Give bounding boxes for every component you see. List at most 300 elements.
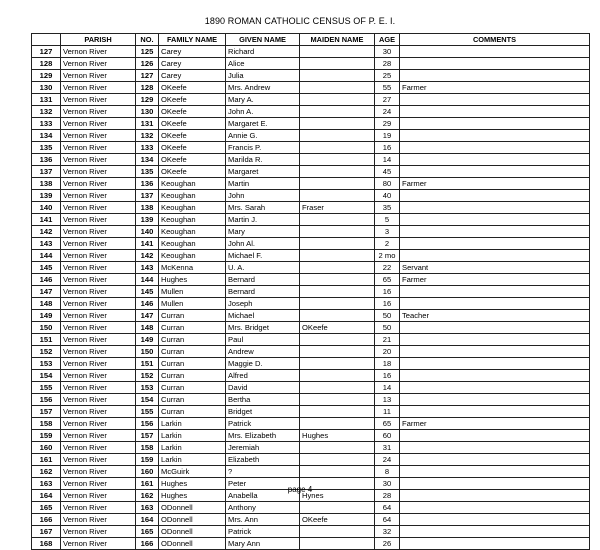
cell-row-number: 137	[32, 166, 61, 178]
cell-no: 142	[136, 250, 159, 262]
table-row	[32, 70, 590, 82]
table-row	[32, 394, 590, 406]
cell-age: 25	[375, 70, 400, 82]
cell-maiden-name	[300, 118, 375, 130]
cell-comments	[400, 250, 590, 262]
header-row	[32, 34, 590, 46]
cell-comments	[400, 142, 590, 154]
cell-given-name: Mary	[226, 226, 300, 238]
cell-parish: Vernon River	[61, 154, 136, 166]
cell-no: 163	[136, 502, 159, 514]
cell-parish: Vernon River	[61, 250, 136, 262]
cell-row-number: 147	[32, 286, 61, 298]
cell-family-name: Keoughan	[159, 226, 226, 238]
cell-given-name: Patrick	[226, 526, 300, 538]
cell-given-name: Mrs. Ann	[226, 514, 300, 526]
page-number: page 4	[287, 485, 313, 494]
table-row	[32, 262, 590, 274]
cell-given-name: Anabella	[226, 490, 300, 502]
cell-no: 132	[136, 130, 159, 142]
cell-parish: Vernon River	[61, 370, 136, 382]
cell-maiden-name	[300, 226, 375, 238]
cell-parish: Vernon River	[61, 214, 136, 226]
cell-maiden-name: OKeefe	[300, 322, 375, 334]
cell-family-name: OKeefe	[159, 94, 226, 106]
cell-given-name: Mrs. Sarah	[226, 202, 300, 214]
table-row	[32, 322, 590, 334]
cell-given-name: Annie G.	[226, 130, 300, 142]
table-row	[32, 58, 590, 70]
cell-family-name: Curran	[159, 310, 226, 322]
cell-family-name: Hughes	[159, 478, 226, 490]
table-row	[32, 118, 590, 130]
cell-row-number: 144	[32, 250, 61, 262]
cell-no: 160	[136, 466, 159, 478]
cell-maiden-name	[300, 406, 375, 418]
cell-family-name: Carey	[159, 46, 226, 58]
cell-family-name: OKeefe	[159, 106, 226, 118]
table-row	[32, 46, 590, 58]
cell-row-number: 153	[32, 358, 61, 370]
cell-parish: Vernon River	[61, 442, 136, 454]
cell-maiden-name	[300, 154, 375, 166]
cell-no: 127	[136, 70, 159, 82]
cell-row-number: 161	[32, 454, 61, 466]
cell-no: 144	[136, 274, 159, 286]
cell-row-number: 140	[32, 202, 61, 214]
cell-age: 13	[375, 394, 400, 406]
cell-no: 130	[136, 106, 159, 118]
cell-comments	[400, 238, 590, 250]
cell-age: 16	[375, 142, 400, 154]
cell-parish: Vernon River	[61, 526, 136, 538]
cell-comments	[400, 286, 590, 298]
cell-given-name: Bertha	[226, 394, 300, 406]
table-row	[32, 154, 590, 166]
cell-given-name: Mrs. Bridget	[226, 322, 300, 334]
cell-age: 60	[375, 430, 400, 442]
cell-family-name: Curran	[159, 382, 226, 394]
cell-no: 152	[136, 370, 159, 382]
table-row	[32, 334, 590, 346]
cell-no: 147	[136, 310, 159, 322]
cell-family-name: McKenna	[159, 262, 226, 274]
cell-given-name: Mary Ann	[226, 538, 300, 550]
cell-no: 148	[136, 322, 159, 334]
cell-family-name: Keoughan	[159, 250, 226, 262]
cell-row-number: 158	[32, 418, 61, 430]
cell-no: 166	[136, 538, 159, 550]
cell-parish: Vernon River	[61, 418, 136, 430]
cell-age: 28	[375, 490, 400, 502]
cell-maiden-name	[300, 214, 375, 226]
cell-family-name: Curran	[159, 358, 226, 370]
cell-row-number: 155	[32, 382, 61, 394]
cell-parish: Vernon River	[61, 118, 136, 130]
cell-given-name: Margaret E.	[226, 118, 300, 130]
cell-maiden-name: Hughes	[300, 430, 375, 442]
cell-given-name: Bernard	[226, 274, 300, 286]
cell-maiden-name	[300, 358, 375, 370]
cell-parish: Vernon River	[61, 178, 136, 190]
cell-age: 19	[375, 130, 400, 142]
cell-maiden-name	[300, 262, 375, 274]
cell-comments	[400, 514, 590, 526]
cell-no: 157	[136, 430, 159, 442]
cell-family-name: Larkin	[159, 442, 226, 454]
cell-age: 2 mo	[375, 250, 400, 262]
cell-given-name: Martin J.	[226, 214, 300, 226]
cell-parish: Vernon River	[61, 478, 136, 490]
cell-parish: Vernon River	[61, 70, 136, 82]
cell-age: 50	[375, 310, 400, 322]
cell-row-number: 151	[32, 334, 61, 346]
cell-age: 2	[375, 238, 400, 250]
table-row	[32, 142, 590, 154]
cell-given-name: Michael	[226, 310, 300, 322]
cell-family-name: Keoughan	[159, 190, 226, 202]
cell-maiden-name	[300, 454, 375, 466]
cell-maiden-name: OKeefe	[300, 514, 375, 526]
cell-parish: Vernon River	[61, 430, 136, 442]
cell-age: 14	[375, 382, 400, 394]
cell-age: 45	[375, 166, 400, 178]
page-title: 1890 ROMAN CATHOLIC CENSUS OF P. E. I.	[204, 16, 396, 26]
cell-given-name: Richard	[226, 46, 300, 58]
cell-family-name: Keoughan	[159, 214, 226, 226]
cell-maiden-name	[300, 502, 375, 514]
cell-parish: Vernon River	[61, 406, 136, 418]
cell-parish: Vernon River	[61, 382, 136, 394]
cell-maiden-name	[300, 238, 375, 250]
cell-family-name: Curran	[159, 346, 226, 358]
cell-no: 146	[136, 298, 159, 310]
cell-given-name: John	[226, 190, 300, 202]
cell-comments	[400, 46, 590, 58]
cell-age: 29	[375, 118, 400, 130]
cell-comments: Farmer	[400, 418, 590, 430]
cell-family-name: Curran	[159, 322, 226, 334]
table-row	[32, 538, 590, 550]
cell-row-number: 159	[32, 430, 61, 442]
cell-given-name: Mrs. Elizabeth	[226, 430, 300, 442]
cell-no: 165	[136, 526, 159, 538]
cell-family-name: Larkin	[159, 430, 226, 442]
cell-family-name: Hughes	[159, 490, 226, 502]
cell-no: 150	[136, 346, 159, 358]
cell-family-name: Keoughan	[159, 238, 226, 250]
cell-given-name: John Al.	[226, 238, 300, 250]
cell-family-name: Carey	[159, 58, 226, 70]
cell-no: 155	[136, 406, 159, 418]
cell-family-name: Curran	[159, 334, 226, 346]
cell-parish: Vernon River	[61, 46, 136, 58]
cell-age: 40	[375, 190, 400, 202]
table-row	[32, 238, 590, 250]
cell-parish: Vernon River	[61, 334, 136, 346]
cell-row-number: 145	[32, 262, 61, 274]
table-row	[32, 382, 590, 394]
cell-row-number: 149	[32, 310, 61, 322]
cell-given-name: Margaret	[226, 166, 300, 178]
cell-family-name: Carey	[159, 70, 226, 82]
cell-no: 129	[136, 94, 159, 106]
cell-no: 156	[136, 418, 159, 430]
cell-parish: Vernon River	[61, 490, 136, 502]
cell-no: 131	[136, 118, 159, 130]
cell-family-name: Keoughan	[159, 178, 226, 190]
cell-age: 80	[375, 178, 400, 190]
table-row	[32, 310, 590, 322]
census-body	[32, 46, 590, 550]
cell-no: 126	[136, 58, 159, 70]
cell-given-name: Mary A.	[226, 94, 300, 106]
cell-row-number: 164	[32, 490, 61, 502]
table-row	[32, 166, 590, 178]
cell-parish: Vernon River	[61, 538, 136, 550]
cell-age: 24	[375, 106, 400, 118]
cell-parish: Vernon River	[61, 166, 136, 178]
cell-row-number: 131	[32, 94, 61, 106]
cell-age: 30	[375, 478, 400, 490]
cell-age: 18	[375, 358, 400, 370]
table-row	[32, 250, 590, 262]
header-given-name: GIVEN NAME	[226, 34, 300, 46]
cell-family-name: OKeefe	[159, 118, 226, 130]
cell-no: 139	[136, 214, 159, 226]
cell-age: 5	[375, 214, 400, 226]
cell-parish: Vernon River	[61, 310, 136, 322]
cell-family-name: OKeefe	[159, 142, 226, 154]
cell-comments	[400, 370, 590, 382]
cell-comments	[400, 334, 590, 346]
table-row	[32, 178, 590, 190]
cell-no: 161	[136, 478, 159, 490]
header-no: NO.	[136, 34, 159, 46]
cell-given-name: Francis P.	[226, 142, 300, 154]
cell-row-number: 148	[32, 298, 61, 310]
cell-no: 140	[136, 226, 159, 238]
cell-comments	[400, 502, 590, 514]
table-row	[32, 106, 590, 118]
cell-comments	[400, 430, 590, 442]
cell-maiden-name	[300, 190, 375, 202]
cell-parish: Vernon River	[61, 106, 136, 118]
cell-age: 32	[375, 526, 400, 538]
table-row	[32, 454, 590, 466]
cell-comments	[400, 154, 590, 166]
cell-no: 141	[136, 238, 159, 250]
cell-parish: Vernon River	[61, 190, 136, 202]
cell-comments	[400, 298, 590, 310]
cell-given-name: Bernard	[226, 286, 300, 298]
header-parish: PARISH	[61, 34, 136, 46]
cell-no: 128	[136, 82, 159, 94]
cell-maiden-name	[300, 466, 375, 478]
cell-row-number: 156	[32, 394, 61, 406]
cell-maiden-name	[300, 70, 375, 82]
cell-age: 20	[375, 346, 400, 358]
cell-maiden-name	[300, 346, 375, 358]
cell-comments	[400, 442, 590, 454]
table-row	[32, 370, 590, 382]
header-maiden-name: MAIDEN NAME	[300, 34, 375, 46]
cell-row-number: 163	[32, 478, 61, 490]
cell-row-number: 168	[32, 538, 61, 550]
cell-given-name: Andrew	[226, 346, 300, 358]
table-row	[32, 526, 590, 538]
cell-parish: Vernon River	[61, 238, 136, 250]
cell-row-number: 127	[32, 46, 61, 58]
table-row	[32, 202, 590, 214]
cell-no: 136	[136, 178, 159, 190]
table-row	[32, 94, 590, 106]
cell-no: 153	[136, 382, 159, 394]
table-row	[32, 274, 590, 286]
cell-no: 151	[136, 358, 159, 370]
table-row	[32, 286, 590, 298]
cell-maiden-name	[300, 94, 375, 106]
cell-given-name: David	[226, 382, 300, 394]
table-row	[32, 214, 590, 226]
cell-age: 30	[375, 46, 400, 58]
cell-parish: Vernon River	[61, 226, 136, 238]
cell-no: 143	[136, 262, 159, 274]
cell-parish: Vernon River	[61, 322, 136, 334]
cell-row-number: 135	[32, 142, 61, 154]
cell-parish: Vernon River	[61, 82, 136, 94]
cell-maiden-name	[300, 382, 375, 394]
table-row	[32, 430, 590, 442]
cell-comments	[400, 106, 590, 118]
cell-row-number: 154	[32, 370, 61, 382]
cell-parish: Vernon River	[61, 454, 136, 466]
cell-comments	[400, 358, 590, 370]
cell-given-name: Bridget	[226, 406, 300, 418]
header-rownum	[32, 34, 61, 46]
cell-row-number: 146	[32, 274, 61, 286]
cell-row-number: 160	[32, 442, 61, 454]
cell-row-number: 133	[32, 118, 61, 130]
census-table	[31, 33, 590, 550]
cell-family-name: McGuirk	[159, 466, 226, 478]
cell-given-name: Patrick	[226, 418, 300, 430]
table-row	[32, 418, 590, 430]
table-row	[32, 346, 590, 358]
cell-age: 21	[375, 334, 400, 346]
cell-family-name: OKeefe	[159, 82, 226, 94]
cell-parish: Vernon River	[61, 274, 136, 286]
cell-no: 149	[136, 334, 159, 346]
cell-given-name: John A.	[226, 106, 300, 118]
cell-row-number: 162	[32, 466, 61, 478]
cell-age: 64	[375, 502, 400, 514]
cell-age: 55	[375, 82, 400, 94]
cell-maiden-name	[300, 526, 375, 538]
cell-comments	[400, 214, 590, 226]
cell-maiden-name	[300, 142, 375, 154]
cell-family-name: ODonnell	[159, 502, 226, 514]
cell-maiden-name: Fraser	[300, 202, 375, 214]
cell-parish: Vernon River	[61, 262, 136, 274]
cell-maiden-name	[300, 130, 375, 142]
cell-given-name: Michael F.	[226, 250, 300, 262]
cell-maiden-name	[300, 442, 375, 454]
cell-family-name: Curran	[159, 394, 226, 406]
cell-age: 22	[375, 262, 400, 274]
cell-given-name: Anthony	[226, 502, 300, 514]
cell-row-number: 130	[32, 82, 61, 94]
cell-comments	[400, 394, 590, 406]
cell-parish: Vernon River	[61, 502, 136, 514]
cell-age: 8	[375, 466, 400, 478]
table-row	[32, 358, 590, 370]
cell-parish: Vernon River	[61, 514, 136, 526]
cell-row-number: 139	[32, 190, 61, 202]
cell-no: 138	[136, 202, 159, 214]
cell-age: 65	[375, 418, 400, 430]
cell-comments	[400, 382, 590, 394]
cell-age: 16	[375, 286, 400, 298]
cell-comments: Servant	[400, 262, 590, 274]
table-row	[32, 406, 590, 418]
cell-family-name: ODonnell	[159, 538, 226, 550]
cell-comments	[400, 466, 590, 478]
header-age: AGE	[375, 34, 400, 46]
cell-family-name: OKeefe	[159, 154, 226, 166]
cell-family-name: Keoughan	[159, 202, 226, 214]
cell-comments	[400, 226, 590, 238]
cell-comments	[400, 346, 590, 358]
table-row	[32, 466, 590, 478]
cell-parish: Vernon River	[61, 358, 136, 370]
cell-maiden-name	[300, 418, 375, 430]
cell-comments	[400, 202, 590, 214]
cell-parish: Vernon River	[61, 346, 136, 358]
cell-comments	[400, 118, 590, 130]
cell-comments	[400, 538, 590, 550]
cell-age: 24	[375, 454, 400, 466]
cell-row-number: 138	[32, 178, 61, 190]
cell-age: 50	[375, 322, 400, 334]
cell-given-name: ?	[226, 466, 300, 478]
cell-row-number: 167	[32, 526, 61, 538]
cell-age: 28	[375, 58, 400, 70]
cell-parish: Vernon River	[61, 94, 136, 106]
table-row	[32, 130, 590, 142]
cell-parish: Vernon River	[61, 142, 136, 154]
cell-given-name: Mrs. Andrew	[226, 82, 300, 94]
cell-no: 134	[136, 154, 159, 166]
cell-maiden-name	[300, 46, 375, 58]
cell-maiden-name	[300, 82, 375, 94]
cell-no: 158	[136, 442, 159, 454]
cell-given-name: U. A.	[226, 262, 300, 274]
cell-age: 26	[375, 538, 400, 550]
cell-comments	[400, 406, 590, 418]
cell-row-number: 142	[32, 226, 61, 238]
cell-family-name: OKeefe	[159, 166, 226, 178]
cell-comments: Farmer	[400, 178, 590, 190]
cell-comments: Teacher	[400, 310, 590, 322]
cell-family-name: Curran	[159, 406, 226, 418]
cell-parish: Vernon River	[61, 286, 136, 298]
cell-given-name: Peter	[226, 478, 300, 490]
cell-comments	[400, 190, 590, 202]
header-comments: COMMENTS	[400, 34, 590, 46]
cell-family-name: Mullen	[159, 286, 226, 298]
cell-comments	[400, 70, 590, 82]
